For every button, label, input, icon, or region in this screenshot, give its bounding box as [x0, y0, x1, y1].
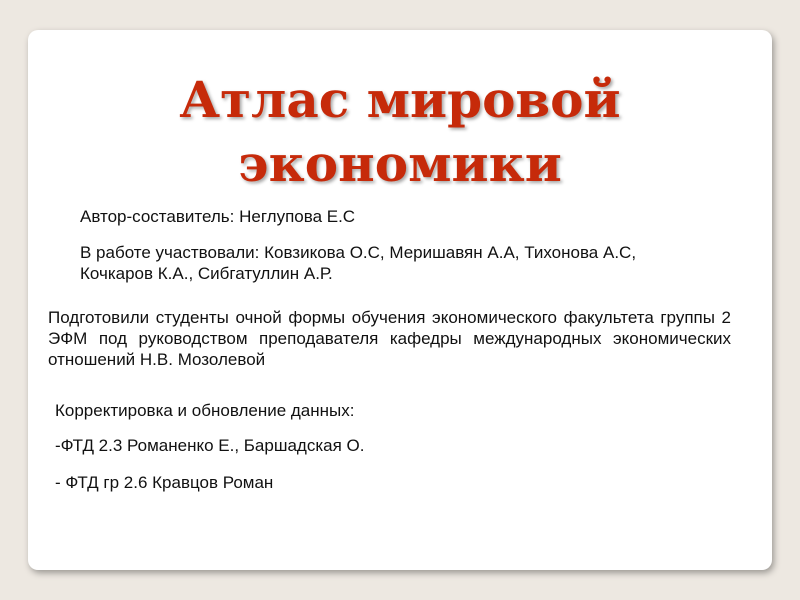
title-line-2: экономики	[238, 134, 562, 193]
prepared-by-text: Подготовили студенты очной формы обучения экономического факультета группы 2 ЭФМ под руководством преподавателя кафедры международных экономических отношений Н.В. Мозолевой	[48, 308, 731, 369]
page-title	[0, 68, 800, 196]
participants-text: В работе участвовали: Ковзикова О.С, Меришавян А.А, Тихонова А.С, Кочкаров К.А., Сибгатуллин А.Р.	[80, 243, 637, 283]
title-line-1: Атлас мировой	[179, 70, 621, 129]
author-text: Автор-составитель: Неглупова Е.С	[80, 207, 356, 226]
corrections-heading: Корректировка и обновление данных:	[55, 401, 355, 420]
correction-item: - ФТД гр 2.6 Кравцов Роман	[55, 473, 274, 492]
correction-item: -ФТД 2.3 Романенко Е., Баршадская О.	[55, 436, 365, 455]
